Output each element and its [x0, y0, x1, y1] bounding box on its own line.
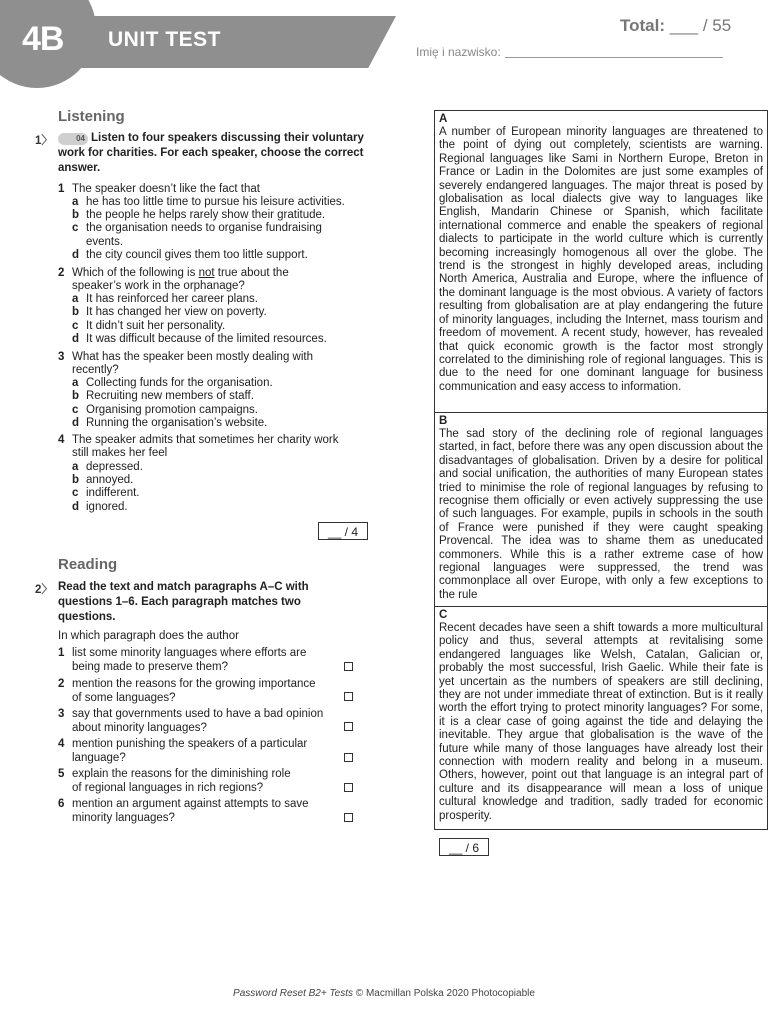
task-2-number: 2〉: [35, 584, 53, 596]
option[interactable]: b Recruiting new members of staff.: [72, 390, 254, 402]
listening-question-4-line2: still makes her feel: [72, 447, 168, 459]
reading-lead: In which paragraph does the author: [58, 630, 239, 642]
answer-checkbox[interactable]: [344, 783, 353, 792]
option[interactable]: a he has too little time to pursue his leisure activities.: [72, 196, 345, 208]
paragraph-c: [435, 607, 767, 829]
option[interactable]: b the people he helps rarely show their gratitude.: [72, 209, 326, 221]
answer-checkbox[interactable]: [344, 753, 353, 762]
match-question-3: 3 say that governments used to have a bad opinion about minority languages?: [58, 708, 324, 734]
answer-checkbox[interactable]: [344, 662, 353, 671]
option[interactable]: d ignored.: [72, 501, 128, 513]
unit-title: UNIT TEST: [108, 28, 221, 51]
option[interactable]: c Organising promotion campaigns.: [72, 404, 258, 416]
listening-title: Listening: [58, 108, 125, 125]
option[interactable]: b It has changed her view on poverty.: [72, 306, 267, 318]
option[interactable]: a It has reinforced her career plans.: [72, 293, 258, 305]
paragraph-text: A number of European minority languages are threatened to the point of dying out completely, scientists are warning. Regional languages like Sami in Northern Europe, Breton in France or Ladin in the Dolomites are just some examples of severely endangered languages. The major threat is posed by globalisation as local dialects give way to languages like English, Mandarin Chinese or Spanish, which facilitate international commerce and enable the speakers of regional dialects to participate in the world culture which is currently becoming increasingly homogenous all over the globe. The trend is the strongest in highly developed areas, including North America, Australia and Europe, where the influence of the dominant language is the most obvious. A variety of factors resulting from globalisation are at play endangering the future of minority languages, including the Internet, mass tourism and freedom of movement. A recent study, however, has revealed that quick economic growth is the factor most strongly correlated to the diminishing role of regional languages. This is due to the need for one dominant language for business communication and easy access to information.: [439, 126, 763, 393]
paragraph-text: The sad story of the declining role of regional languages started, in fact, before there was any open discussion about the disadvantages of globalisation. Driven by a desire for political and social unification, the authorities of many European states tried to minimise the role of regional languages by refusing to recognise them officially or even actively suppressing the use of such languages. For example, pupils in schools in the south of France were punished if they were caught speaking Provencal. The idea was to shame them as uneducated commoners. While this is a rather extreme case of how regional languages were suppressed, the trend was commonplace all over Europe, with only a few exceptions to the rule: [439, 428, 763, 601]
paragraph-letter: C: [439, 609, 448, 621]
listening-score-box[interactable]: __ / 4: [318, 522, 368, 540]
listening-question-2: 2 Which of the following is not true about the: [58, 267, 289, 279]
paragraph-letter: B: [439, 415, 448, 427]
listening-question-4: 4 The speaker admits that sometimes her charity work: [58, 434, 339, 446]
match-question-2: 2 mention the reasons for the growing importance of some languages?: [58, 678, 316, 704]
option[interactable]: c indifferent.: [72, 487, 140, 499]
option[interactable]: d the city council gives them too little support.: [72, 249, 308, 261]
option-continued: events.: [86, 236, 124, 248]
option[interactable]: a depressed.: [72, 461, 143, 473]
audio-cd-icon: 04: [58, 133, 88, 145]
option[interactable]: b annoyed.: [72, 474, 134, 486]
task-1-instruction: 04 Listen to four speakers discussing their voluntary work for charities. For each speaker, choose the correct answer.: [58, 132, 364, 174]
paragraph-a: [435, 111, 767, 413]
name-field[interactable]: Imię i nazwisko:: [416, 45, 723, 59]
total-score: Total: ___ / 55: [620, 16, 732, 35]
reading-score-box[interactable]: __ / 6: [439, 838, 489, 856]
paragraph-text: Recent decades have seen a shift towards a more multicultural policy and thus, several attempts at revitalising some endangered languages like Welsh, Catalan, Galician or, probably the most successful, Irish Gaelic. While their fate is yet uncertain as the numbers of speakers are still declining, they are not under immediate threat of extinction. But is it really worth the effort trying to protect minority languages? For some, it is a clear case of going against the tide and delaying the inevitable. They argue that globalisation is the wave of the future while many of those languages have already lost their connection with modern reality and belong in a museum. Others, however, point out that language is an integral part of culture and its disappearance will mean a loss of unique cultural knowledge and tradition, sadly traded for economic prosperity.: [439, 622, 763, 822]
reading-text-panel: [434, 110, 768, 830]
match-question-6: 6 mention an argument against attempts to save minority languages?: [58, 798, 309, 824]
match-question-5: 5 explain the reasons for the diminishing role of regional languages in rich regions?: [58, 768, 291, 794]
unit-number: 4B: [22, 20, 64, 58]
task-2-instruction: Read the text and match paragraphs A–C with questions 1–6. Each paragraph matches two questions.: [58, 581, 309, 623]
answer-checkbox[interactable]: [344, 692, 353, 701]
listening-question-1: 1 The speaker doesn’t like the fact that: [58, 183, 260, 195]
option[interactable]: c the organisation needs to organise fundraising: [72, 222, 322, 234]
paragraph-b: [435, 413, 767, 607]
listening-question-3-line2: recently?: [72, 364, 119, 376]
answer-checkbox[interactable]: [344, 722, 353, 731]
footer: Password Reset B2+ Tests © Macmillan Polska 2020 Photocopiable: [233, 988, 535, 999]
paragraph-letter: A: [439, 113, 448, 125]
reading-title: Reading: [58, 556, 118, 573]
match-question-4: 4 mention punishing the speakers of a particular language?: [58, 738, 308, 764]
option[interactable]: c It didn’t suit her personality.: [72, 320, 226, 332]
option[interactable]: d It was difficult because of the limited resources.: [72, 333, 327, 345]
answer-checkbox[interactable]: [344, 813, 353, 822]
task-1-number: 1〉: [35, 135, 53, 147]
listening-question-2-line2: speaker’s work in the orphanage?: [72, 280, 245, 292]
match-question-1: 1 list some minority languages where efforts are being made to preserve them?: [58, 647, 307, 673]
option[interactable]: a Collecting funds for the organisation.: [72, 377, 273, 389]
option[interactable]: d Running the organisation’s website.: [72, 417, 268, 429]
listening-question-3: 3 What has the speaker been mostly dealing with: [58, 351, 313, 363]
